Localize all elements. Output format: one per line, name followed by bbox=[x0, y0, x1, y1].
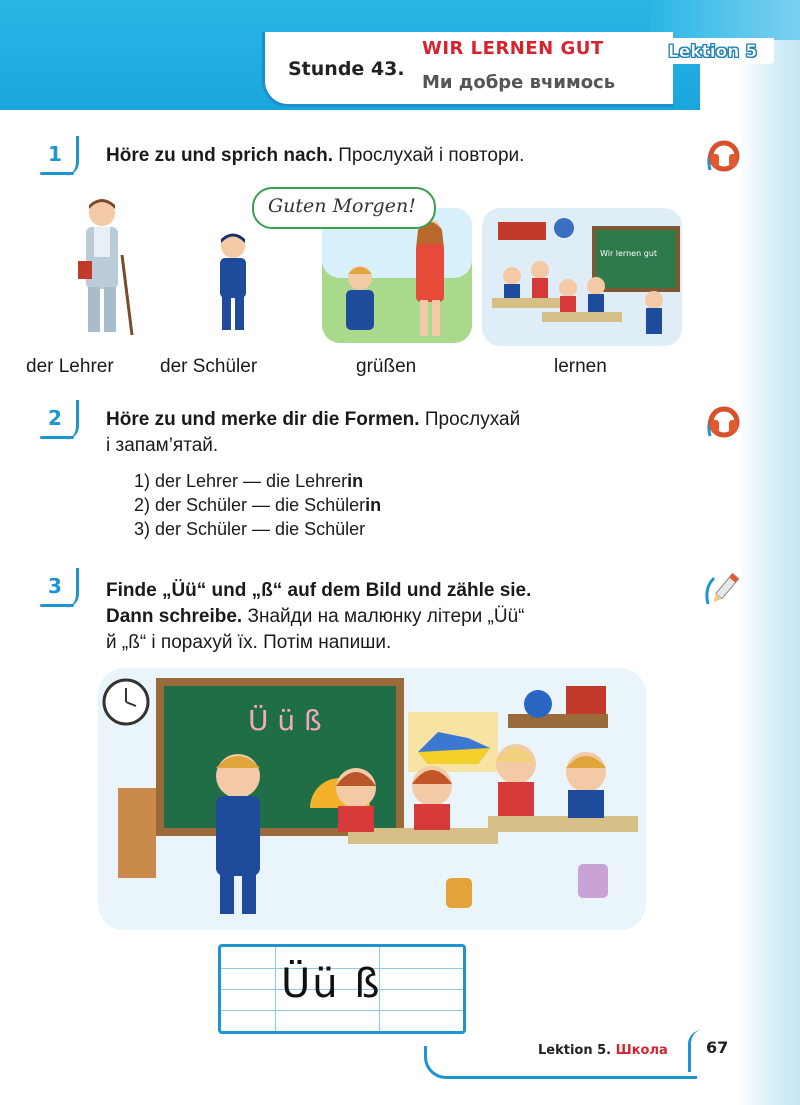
headphones-icon[interactable] bbox=[704, 402, 744, 442]
lektion-label: Lektion 5 bbox=[668, 42, 758, 62]
lesson-number: Stunde 43. bbox=[288, 58, 405, 80]
classroom-illustration bbox=[482, 208, 682, 346]
form-line-1: 1) der Lehrer — die Lehrerin bbox=[134, 471, 364, 491]
form-line-3: 3) der Schüler — die Schüler bbox=[134, 519, 366, 539]
lektion-tab bbox=[660, 38, 780, 68]
footer-label: Lektion 5. Школа bbox=[538, 1043, 668, 1058]
writing-practice-box bbox=[218, 944, 466, 1034]
exercise-3-instruction: Finde „Üü“ und „ß“ auf dem Bild und zähle sie. Dann schreibe. Знайди на малюнку літери „Üü“ й „ß“ і порахуй їх. Потім напиши. bbox=[106, 580, 532, 653]
exercise-number-2: 2 bbox=[40, 404, 76, 438]
writing-letters: Üü ß bbox=[281, 961, 382, 1007]
page-side-strip bbox=[738, 0, 800, 1105]
page-number: 67 bbox=[706, 1038, 729, 1057]
caption-greet: grüßen bbox=[356, 356, 417, 377]
caption-pupil: der Schüler bbox=[160, 356, 258, 377]
teacher-illustration bbox=[64, 195, 144, 345]
lesson-title-ua: Ми добре вчимось bbox=[422, 72, 616, 93]
svg-text:Ü ü ß: Ü ü ß bbox=[248, 704, 322, 737]
speech-bubble: Guten Morgen! bbox=[252, 187, 436, 229]
pupil-illustration bbox=[208, 230, 258, 340]
classroom-scene-illustration bbox=[98, 668, 646, 930]
exercise-2-instruction: Höre zu und merke dir die Formen. Прослухай і запам’ятай. bbox=[106, 409, 521, 456]
caption-teacher: der Lehrer bbox=[26, 356, 114, 377]
exercise-number-1: 1 bbox=[40, 140, 76, 174]
page-number-bracket bbox=[688, 1030, 705, 1072]
exercise-1-instruction: Höre zu und sprich nach. Прослухай і повтори. bbox=[106, 145, 525, 166]
exercise-number-3: 3 bbox=[40, 572, 76, 606]
caption-learn: lernen bbox=[554, 356, 607, 377]
headphones-icon[interactable] bbox=[704, 136, 744, 176]
lesson-title-de: WIR LERNEN GUT bbox=[422, 38, 604, 59]
svg-text:Wir lernen gut: Wir lernen gut bbox=[600, 249, 657, 258]
form-line-2: 2) der Schüler — die Schülerin bbox=[134, 495, 382, 515]
pencil-icon[interactable] bbox=[702, 570, 742, 610]
